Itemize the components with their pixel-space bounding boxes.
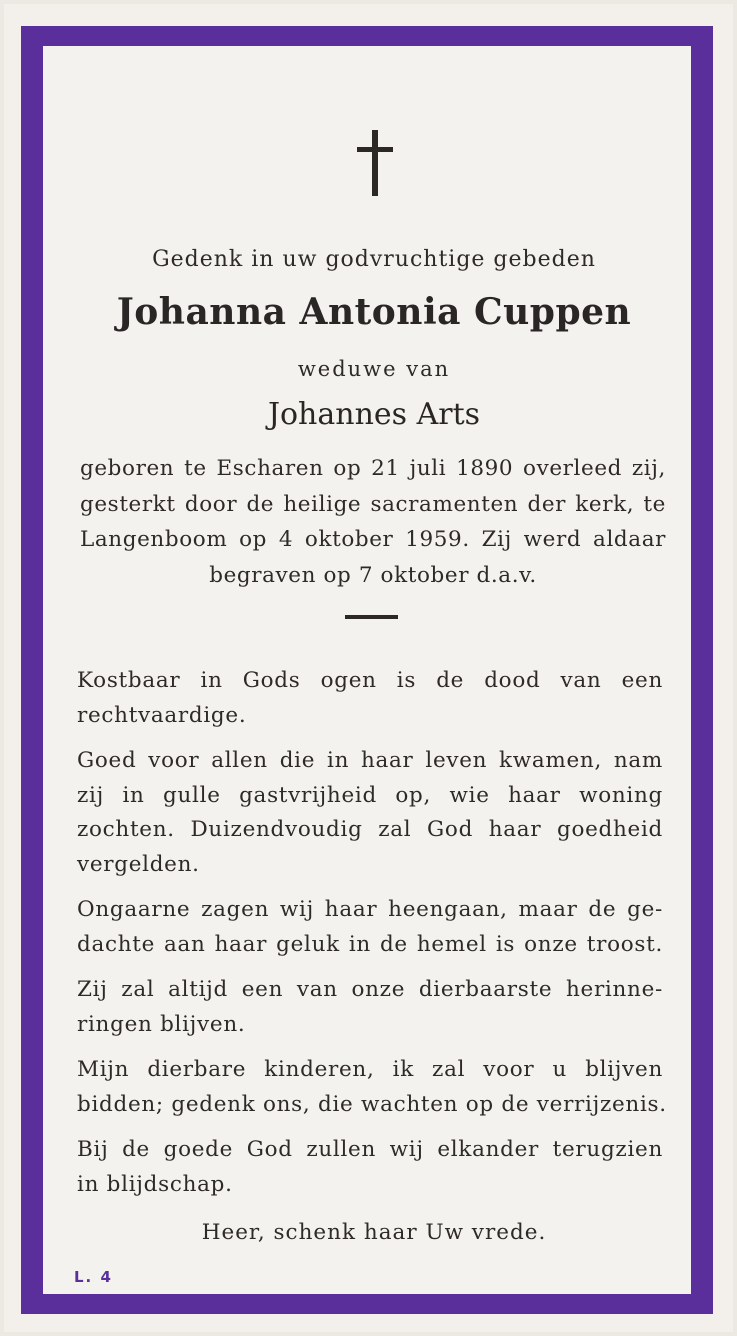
bio-line: gesterkt door de heilige sacramenten der kerk, te — [80, 491, 666, 517]
divider-rule — [345, 615, 398, 619]
paragraph — [77, 744, 663, 882]
cross-icon — [357, 130, 393, 196]
text-line: Mijn dierbare kinderen, ik zal voor u blijven — [77, 1057, 663, 1082]
text-line: Kostbaar in Gods ogen is de dood van een — [77, 668, 663, 693]
intro-line: Gedenk in uw godvruchtige gebeden — [152, 247, 596, 272]
paragraph — [77, 973, 663, 1042]
closing-prayer: Heer, schenk haar Uw vrede. — [201, 1220, 547, 1245]
paragraph — [77, 1133, 663, 1202]
paragraph — [77, 664, 663, 733]
text-line: rechtvaardige. — [77, 702, 247, 728]
bio-line: begraven op 7 oktober d.a.v. — [209, 562, 537, 588]
biography — [80, 451, 666, 593]
text-line: dachte aan haar geluk in de hemel is onze troost. — [77, 931, 663, 957]
text-line: Goed voor allen die in haar leven kwamen, nam — [77, 748, 663, 773]
text-line: zochten. Duizendvoudig zal God haar goedheid — [77, 817, 663, 842]
text-line: Ongaarne zagen wij haar heengaan, maar de ge- — [77, 897, 663, 922]
print-code: L. 4 — [74, 1268, 113, 1286]
text-line: bidden; gedenk ons, die wachten op de verrijzenis. — [77, 1091, 667, 1117]
text-line: ringen blijven. — [77, 1011, 246, 1037]
paragraph — [77, 1053, 667, 1122]
memorial-text — [77, 664, 667, 1213]
text-line: zij in gulle gastvrijheid op, wie haar woning — [77, 782, 663, 808]
text-line: Zij zal altijd een van onze dierbaarste herinne- — [77, 977, 663, 1002]
paragraph — [77, 893, 663, 962]
memorial-card — [4, 4, 733, 1332]
text-line: in blijdschap. — [77, 1171, 233, 1197]
relation-line: weduwe van — [297, 357, 451, 381]
spouse-name: Johannes Arts — [267, 397, 481, 432]
bio-line: geboren te Escharen op 21 juli 1890 overleed zij, — [80, 456, 666, 481]
text-line: Bij de goede God zullen wij elkander terugzien — [77, 1137, 663, 1162]
bio-line: Langenboom op 4 oktober 1959. Zij werd aldaar — [80, 527, 666, 552]
text-line: vergelden. — [77, 851, 200, 877]
deceased-name: Johanna Antonia Cuppen — [116, 291, 632, 333]
